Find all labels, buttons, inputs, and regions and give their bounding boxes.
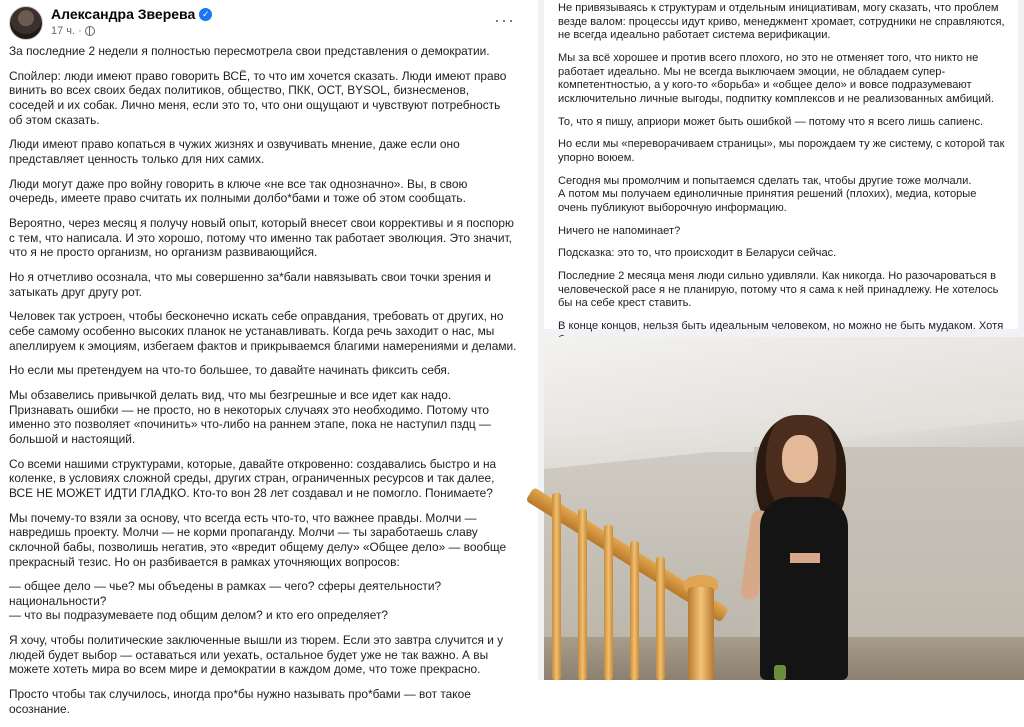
post-body-left xyxy=(9,44,517,727)
post-paragraph: Вероятно, через месяц я получу новый опыт, который внесет свои коррективы и я поспорю с тем, что написала. И это хорошо, потому что именно так работает эволюция. Это значит, что я не просто организм, но организм развивающийся. xyxy=(9,216,514,260)
globe-icon xyxy=(85,26,95,36)
post-paragraph: Люди имеют право копаться в чужих жизнях и озвучивать мнение, даже если оно представляет ценность только для них самих. xyxy=(9,137,460,166)
post-paragraph: Люди могут даже про войну говорить в ключе «не все так однозначно». Вы, в свою очередь, имеете право считать их полными долбо*бами и тоже об этом сообщать. xyxy=(9,176,468,206)
right-post-panel xyxy=(538,0,1024,680)
post-paragraph: Спойлер: люди имеют право говорить ВСЁ, то что им хочется сказать. Люди имеют право винить во всех своих бедах политиков, общество, ПКК, ОСТ, BYSOL, бизнесменов, соседей и их собак. Лично меня, если это то, что они ощущают и чувствуют потребность об этом сказать. xyxy=(9,68,507,127)
post-paragraph: Я хочу, чтобы политические заключенные вышли из тюрем. Если это завтра случится и у людей будет выбор — оставаться или уехать, остальное будет уже не так важно. А вы можете хотеть мира во всем мире и демократии в каждом доме, что тоже прекрасно. xyxy=(9,633,504,677)
more-options-icon[interactable]: ··· xyxy=(494,10,515,30)
post-paragraph: Но я отчетливо осознала, что мы совершенно за*бали навязывать свои точки зрения и затыкать друг другу рот. xyxy=(9,270,492,299)
post-paragraph: Не привязываясь к структурам и отдельным инициативам, могу сказать, что проблем везде валом: процессы идут криво, менеджмент хромает, сотрудники не справляются, не всегда идеально работает система верификации. xyxy=(558,2,1005,42)
photo-midriff xyxy=(790,553,820,563)
photo-face xyxy=(782,435,818,483)
photo-baluster xyxy=(552,493,561,680)
post-body-right xyxy=(544,0,1018,333)
post-paragraph: Сегодня мы промолчим и попытаемся сделать так, чтобы другие тоже молчали. А потом мы получаем единоличные принятия решений (плохих), медиа, которые очень публикуют выборочную информацию. xyxy=(558,174,977,214)
post-paragraph: Мы почему-то взяли за основу, что всегда есть что-то, что важнее правды. Молчи — навредишь проекту. Молчи — не корми пропаганду. Молчи — ты заработаешь славу склочной бабы, позволишь негатив, это «вредит общему делу» «Общее дело» — вообще прекрасный тезис. Но он разбивается в рамках уточняющих вопросов: xyxy=(9,510,507,569)
post-paragraph: То, что я пишу, априори может быть ошибкой — потому что я всего лишь сапиенс. xyxy=(558,115,984,128)
post-paragraph: Но если мы «переворачиваем страницы», мы порождаем ту же систему, с которой так упорно воюем. xyxy=(558,138,1005,164)
post-timestamp[interactable]: 17 ч. xyxy=(51,25,76,37)
post-paragraph: Ничего не напоминает? xyxy=(558,224,681,237)
photo-newel-post xyxy=(688,587,714,680)
photo-baluster xyxy=(604,525,613,680)
post-meta xyxy=(51,25,95,37)
post-paragraph: Мы за всё хорошее и против всего плохого, но это не отменяет того, что никто не работает идеально. Мы не всегда выключаем эмоции, не обладаем супер-компетентностью, а у кого-то «борьба» и «общее дело» и вовсе подразумевают исключительно личные выгоды, подпитку комплексов и не реализованных амбиций. xyxy=(558,51,994,105)
author-name-link[interactable] xyxy=(51,6,212,22)
post-header xyxy=(9,4,519,42)
post-paragraph: Просто чтобы так случилось, иногда про*бы нужно называть про*бами — вот такое осознание. xyxy=(9,687,471,716)
post-paragraph: За последние 2 недели я полностью пересмотрела свои представления о демократии. xyxy=(9,44,490,58)
avatar[interactable] xyxy=(9,6,43,40)
verified-badge-icon: ✓ xyxy=(199,8,212,21)
post-paragraph: Последние 2 месяца меня люди сильно удивляли. Как никогда. Но разочароваться в человеческой расе я не планирую, потому что я сама к ней принадлежу. Не хотелось бы на себе крест ставить. xyxy=(558,270,999,310)
photo-baluster xyxy=(656,557,665,680)
photo-baluster xyxy=(630,541,639,680)
post-photo[interactable] xyxy=(544,337,1024,680)
post-paragraph: Мы обзавелись привычкой делать вид, что мы безгрешные и все идет как надо. Признавать ошибки — не просто, но в некоторых случаях это необходимо. Потому что именно это позволяет «починить» что-либо на раннем этапе, пока не наступил пздц — большой и настоящий. xyxy=(9,388,491,446)
post-paragraph: В конце концов, нельзя быть идеальным человеком, но можно не быть мудаком. Хотя xyxy=(558,320,1004,333)
author-name[interactable]: Александра Зверева xyxy=(51,6,196,22)
post-paragraph: — общее дело — чье? мы объедены в рамках — чего? сферы деятельности? национальности? — что вы подразумеваете под общим делом? и кто его определяет? xyxy=(9,579,442,623)
post-paragraph: Подсказка: это то, что происходит в Беларуси сейчас. xyxy=(558,247,837,260)
photo-bottle xyxy=(774,665,786,680)
photo-person xyxy=(734,415,874,680)
post-paragraph: Со всеми нашими структурами, которые, давайте откровенно: создавались быстро и на коленке, в условиях сложной среды, других стран, ограниченных ресурсов и так далее, ВСЕ НЕ МОЖЕТ ИДТИ ГЛАДКО. Кто-то вон 28 лет создавал и не помогло. Понимаете? xyxy=(9,456,497,500)
photo-dress xyxy=(760,497,848,680)
dot-separator: · xyxy=(78,25,82,37)
photo-staircase xyxy=(544,447,764,680)
post-paragraph: Но если мы претендуем на что-то большее, то давайте начинать фиксить себя. xyxy=(9,363,451,378)
photo-baluster xyxy=(578,509,587,680)
post-paragraph: Человек так устроен, чтобы бесконечно искать себе оправдания, требовать от других, но себе самому особенно высоких планок не устанавливать. Когда речь заходит о нас, мы апеллируем к эмоциям, избегаем фактов и прикрываемся благими намерениями и делами. xyxy=(9,309,517,353)
